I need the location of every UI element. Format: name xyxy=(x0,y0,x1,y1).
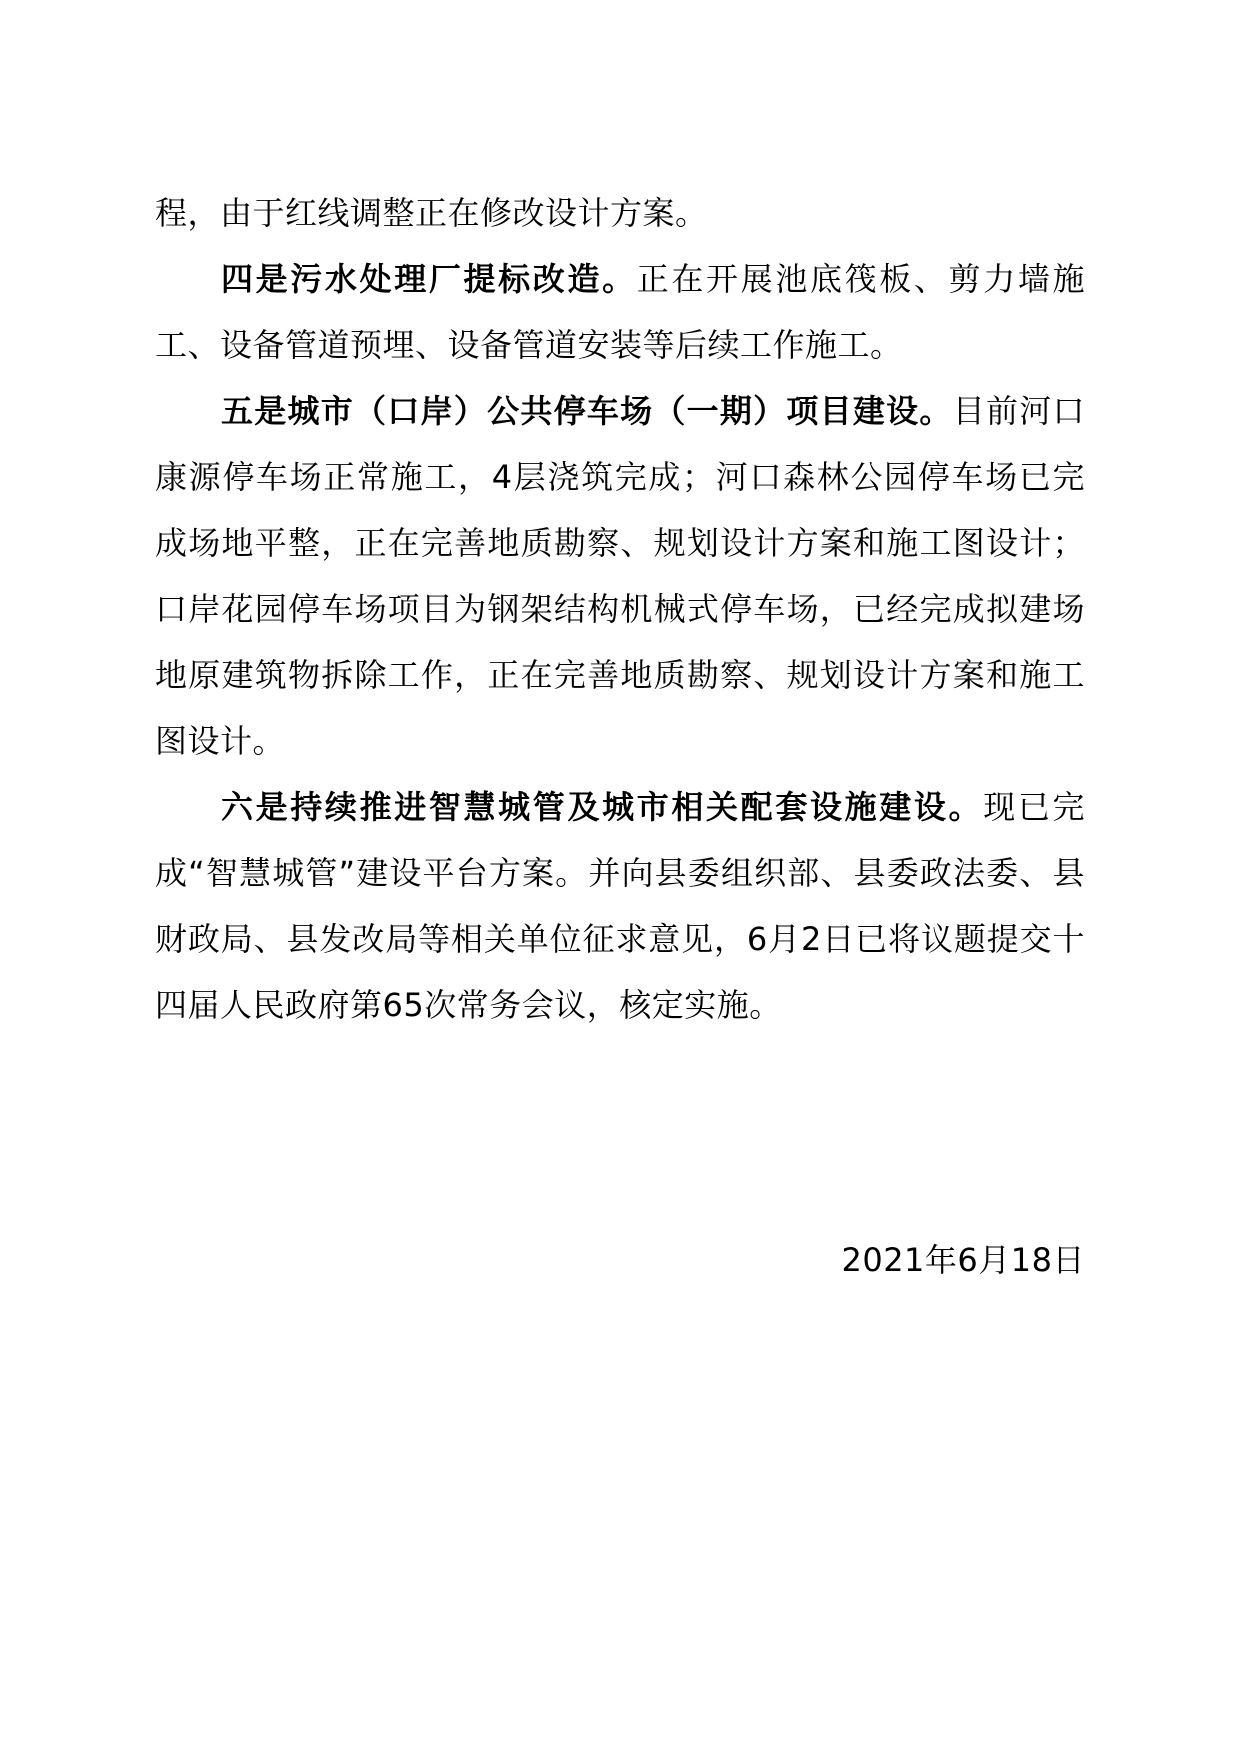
document-date: 2021年6月18日 xyxy=(841,1241,1085,1279)
paragraph-continuation xyxy=(155,180,1085,246)
paragraph-body: 现已完成“智慧城管”建设平台方案。并向县委组织部、县委政法委、县财政局、县发改局等相关单位征求意见，6月2日已将议题提交十四届人民政府第65次常务会议，核定实施。 xyxy=(155,788,1085,1024)
document-body xyxy=(155,180,1085,1038)
paragraph-lead: 五是城市（口岸）公共停车场（一期）项目建设。 xyxy=(221,392,953,430)
paragraph-body: 正在开展池底筏板、剪力墙施工、设备管道预埋、设备管道安装等后续工作施工。 xyxy=(155,260,1085,364)
paragraph-body: 目前河口康源停车场正常施工，4层浇筑完成；河口森林公园停车场已完成场地平整，正在完善地质勘察、规划设计方案和施工图设计；口岸花园停车场项目为钢架结构机械式停车场，已经完成拟建场地原建筑物拆除工作，正在完善地质勘察、规划设计方案和施工图设计。 xyxy=(155,392,1085,760)
paragraph-item-5 xyxy=(155,378,1085,774)
paragraph-item-6 xyxy=(155,774,1085,1038)
paragraph-lead: 四是污水处理厂提标改造。 xyxy=(221,260,637,298)
paragraph-body: 程，由于红线调整正在修改设计方案。 xyxy=(155,194,708,232)
paragraph-item-4 xyxy=(155,246,1085,378)
paragraph-lead: 六是持续推进智慧城管及城市相关配套设施建设。 xyxy=(221,788,984,826)
